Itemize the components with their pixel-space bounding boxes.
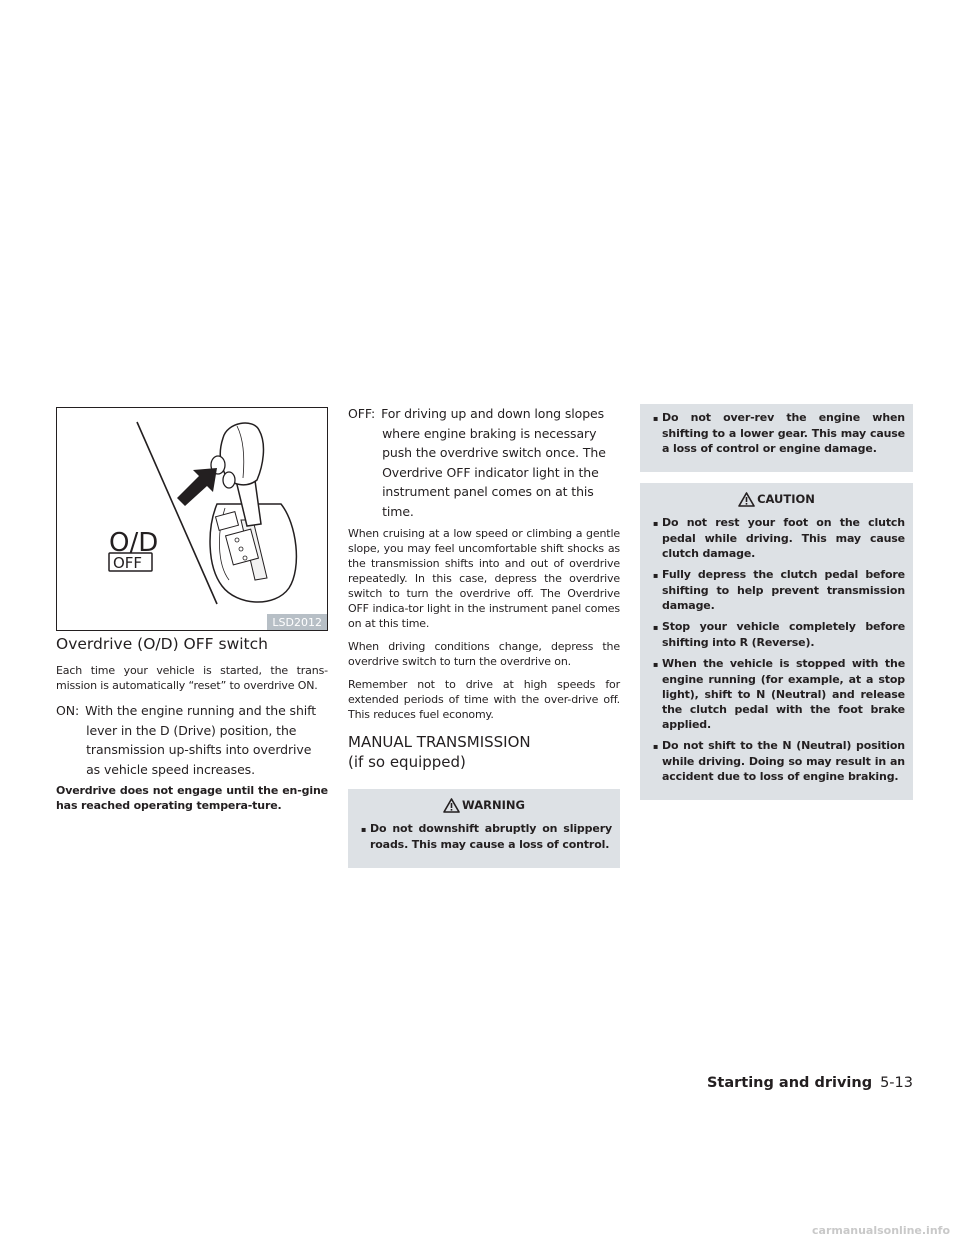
manual-title-line1: MANUAL TRANSMISSION: [348, 733, 531, 751]
warning-list-continued: [648, 410, 905, 456]
on-definition: [56, 701, 328, 779]
page-footer: [707, 1074, 913, 1092]
intro-paragraph: Each time your vehicle is started, the trans-mission is automatically “reset” to overdrive ON.: [56, 664, 328, 692]
on-description: With the engine running and the shift lever in the D (Drive) position, the transmission up-shifts into overdrive as vehicle speed increases.: [85, 703, 317, 777]
warning-box: [348, 789, 620, 868]
caution-item: ▪ When the vehicle is stopped with the engine running (for example, at a stop light), shift to N (Neutral) and release the clutch pedal with the foot brake applied.: [648, 656, 905, 732]
overdrive-note: Overdrive does not engage until the en-gine has reached operating tempera-ture.: [56, 784, 328, 812]
shift-lever-illustration: [56, 407, 328, 631]
warning-item: ▪ Do not downshift abruptly on slippery roads. This may cause a loss of control.: [356, 821, 612, 852]
off-term: OFF:: [348, 406, 376, 421]
caution-item: ▪ Stop your vehicle completely before shifting into R (Reverse).: [648, 619, 905, 650]
warning-box-continued: [640, 404, 913, 472]
figure-label: LSD2012: [267, 614, 327, 630]
conditions-paragraph: When driving conditions change, depress the overdrive switch to turn the overdrive on.: [348, 640, 620, 668]
caution-list: [648, 515, 905, 784]
caution-item: ▪ Do not rest your foot on the clutch pedal while driving. This may cause clutch damage.: [648, 515, 905, 561]
od-indicator-text: O/D: [109, 528, 159, 558]
section-title-overdrive: Overdrive (O/D) OFF switch: [56, 635, 268, 653]
warning-item: ▪ Do not over-rev the engine when shifting to a lower gear. This may cause a loss of control or engine damage.: [648, 410, 905, 456]
arrow-icon: [177, 468, 217, 506]
caution-heading: [648, 489, 905, 509]
on-term: ON:: [56, 703, 80, 718]
page-number: 5-13: [880, 1075, 913, 1091]
watermark: carmanualsonline.info: [812, 1224, 950, 1237]
caution-item: ▪ Do not shift to the N (Neutral) position while driving. Doing so may result in an accident due to loss of engine braking.: [648, 738, 905, 784]
economy-paragraph: Remember not to drive at high speeds for extended periods of time with the over-drive off. This reduces fuel economy.: [348, 678, 620, 721]
off-indicator-text: OFF: [113, 554, 143, 572]
caution-triangle-icon: [738, 492, 755, 507]
cruising-paragraph: When cruising at a low speed or climbing a gentle slope, you may feel uncomfortable shift shocks as the transmission shifts into and out of overdrive repeatedly. In this case, depress the overdrive switch to turn the overdrive off. The Overdrive OFF indica-tor light in the instrument panel comes on at this time.: [348, 527, 620, 630]
off-description: For driving up and down long slopes where engine braking is necessary push the overdrive switch once. The Overdrive OFF indicator light in the instrument panel comes on at this time.: [381, 406, 606, 519]
off-definition: [348, 404, 620, 521]
chapter-title: Starting and driving: [706, 1075, 873, 1091]
caution-box: [640, 483, 913, 800]
warning-triangle-icon: [443, 798, 460, 813]
manual-title-line2: (if so equipped): [348, 753, 466, 771]
right-column: [640, 404, 913, 800]
warning-heading: [356, 795, 612, 815]
middle-column: [348, 404, 620, 868]
warning-heading-text: WARNING: [462, 797, 525, 812]
shift-lever-drawing: [57, 408, 328, 631]
section-title-manual: [348, 732, 620, 772]
left-column: [56, 634, 328, 813]
caution-heading-text: CAUTION: [757, 491, 815, 506]
caution-item: ▪ Fully depress the clutch pedal before shifting to help prevent transmission damage.: [648, 567, 905, 613]
warning-list: [356, 821, 612, 852]
